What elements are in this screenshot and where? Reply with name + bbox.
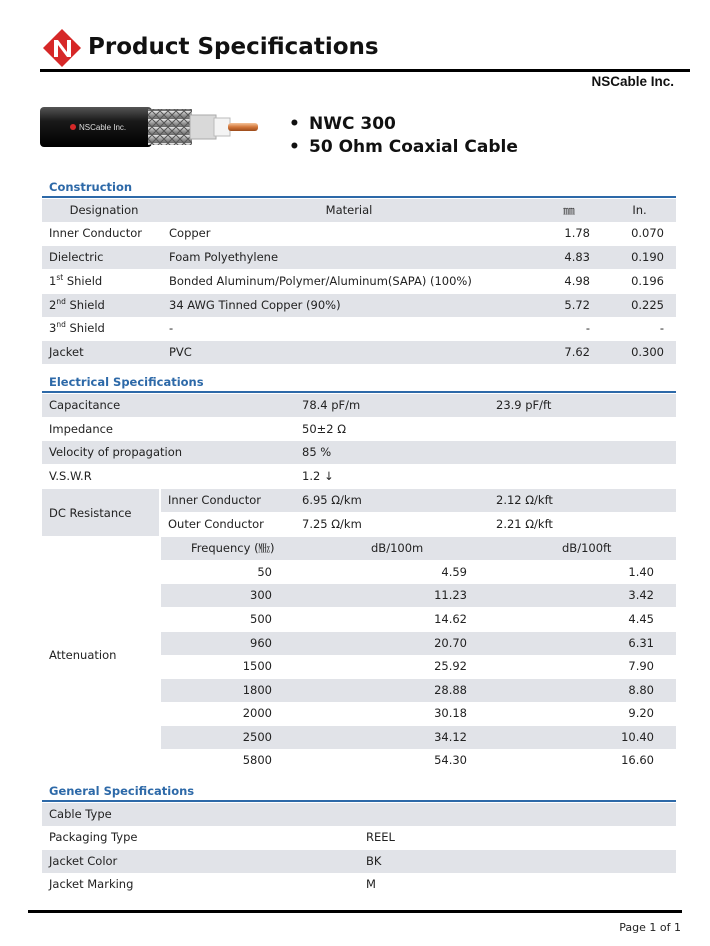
- value-in: -: [659, 321, 664, 335]
- dc-outer-imperial: 2.21 Ω/kft: [496, 517, 553, 531]
- value-mm: 5.72: [564, 298, 590, 312]
- construction-title: Construction: [49, 180, 133, 194]
- value-mm: -: [585, 321, 590, 335]
- bullet-model: • NWC 300: [289, 114, 396, 134]
- page-number: Page 1 of 1: [619, 921, 681, 934]
- material: -: [169, 321, 174, 335]
- general-label: Packaging Type: [49, 830, 138, 844]
- general-row: [42, 803, 676, 826]
- velocity-row: [42, 441, 676, 464]
- capacitance-metric: 78.4 pF/m: [302, 398, 361, 412]
- coaxial-cable-image: [40, 103, 262, 151]
- general-label: Jacket Color: [49, 854, 118, 868]
- frequency: 2000: [242, 706, 272, 720]
- attenuation-row: [161, 584, 676, 607]
- value-in: 0.225: [631, 298, 664, 312]
- db-100ft: 9.20: [628, 706, 654, 720]
- attenuation-row: [161, 726, 676, 749]
- dc-outer-label: Outer Conductor: [168, 517, 264, 531]
- general-row: [42, 826, 676, 849]
- attenuation-header-row: [161, 537, 676, 560]
- value-mm: 4.83: [564, 250, 590, 264]
- designation: Jacket: [49, 345, 84, 359]
- db-100m: 54.30: [434, 753, 467, 767]
- vswr-row: [42, 465, 676, 488]
- dc-resistance-label: DC Resistance: [42, 489, 159, 536]
- dc-inner-metric: 6.95 Ω/km: [302, 493, 362, 507]
- frequency: 500: [250, 612, 272, 626]
- product-type: 50 Ohm Coaxial Cable: [309, 137, 518, 157]
- header-divider: [40, 69, 690, 72]
- frequency: 50: [257, 565, 272, 579]
- dc-inner-imperial: 2.12 Ω/kft: [496, 493, 553, 507]
- product-bullets: [289, 113, 518, 159]
- velocity-label: Velocity of propagation: [49, 445, 183, 459]
- designation: 1st Shield: [49, 273, 103, 288]
- construction-row: [42, 270, 676, 293]
- db-100m: 28.88: [434, 683, 467, 697]
- vswr-label: V.S.W.R: [49, 469, 92, 483]
- construction-header-row: [42, 199, 676, 222]
- value-in: 0.196: [631, 274, 664, 288]
- frequency: 5800: [242, 753, 272, 767]
- attenuation-row: [161, 679, 676, 702]
- general-title: General Specifications: [49, 784, 195, 798]
- general-divider: [42, 800, 676, 802]
- capacitance-row: [42, 394, 676, 417]
- electrical-title: Electrical Specifications: [49, 375, 204, 389]
- designation: 2nd Shield: [49, 297, 105, 312]
- general-row: [42, 850, 676, 873]
- db-100ft: 8.80: [628, 683, 654, 697]
- db-100ft: 10.40: [621, 730, 654, 744]
- header-designation: Designation: [69, 203, 139, 217]
- capacitance-imperial: 23.9 pF/ft: [496, 398, 552, 412]
- header-mm: ㎜: [563, 203, 575, 217]
- header-db-100m: dB/100m: [371, 541, 424, 555]
- value-in: 0.190: [631, 250, 664, 264]
- db-100ft: 16.60: [621, 753, 654, 767]
- value-in: 0.300: [631, 345, 664, 359]
- attenuation-row: [161, 632, 676, 655]
- frequency: 1500: [242, 659, 272, 673]
- footer-divider: [28, 910, 682, 913]
- attenuation-row: [161, 608, 676, 631]
- db-100m: 11.23: [434, 588, 467, 602]
- attenuation-row: [161, 749, 676, 772]
- db-100ft: 3.42: [628, 588, 654, 602]
- value-mm: 7.62: [564, 345, 590, 359]
- construction-row: [42, 222, 676, 245]
- db-100m: 14.62: [434, 612, 467, 626]
- dc-outer-metric: 7.25 Ω/km: [302, 517, 362, 531]
- general-label: Cable Type: [49, 807, 112, 821]
- frequency: 1800: [242, 683, 272, 697]
- db-100m: 25.92: [434, 659, 467, 673]
- db-100ft: 6.31: [628, 636, 654, 650]
- header-db-100ft: dB/100ft: [562, 541, 612, 555]
- value-mm: 1.78: [564, 226, 590, 240]
- db-100ft: 7.90: [628, 659, 654, 673]
- frequency: 300: [250, 588, 272, 602]
- material: Copper: [169, 226, 211, 240]
- impedance-value: 50±2 Ω: [302, 422, 347, 436]
- frequency: 2500: [242, 730, 272, 744]
- designation: Dielectric: [49, 250, 104, 264]
- material: Foam Polyethylene: [169, 250, 279, 264]
- db-100m: 4.59: [441, 565, 467, 579]
- material: 34 AWG Tinned Copper (90%): [169, 298, 341, 312]
- value-in: 0.070: [631, 226, 664, 240]
- general-label: Jacket Marking: [49, 877, 134, 891]
- bullet-type: • 50 Ohm Coaxial Cable: [289, 137, 518, 157]
- db-100m: 20.70: [434, 636, 467, 650]
- velocity-value: 85 %: [302, 445, 332, 459]
- capacitance-label: Capacitance: [49, 398, 121, 412]
- electrical-divider: [42, 391, 676, 393]
- attenuation-row: [161, 655, 676, 678]
- general-value: M: [366, 877, 376, 891]
- brand-name: NSCable Inc.: [591, 74, 674, 89]
- construction-divider: [42, 196, 676, 198]
- db-100m: 30.18: [434, 706, 467, 720]
- attenuation-label: Attenuation: [49, 648, 117, 662]
- header-material: Material: [325, 203, 373, 217]
- material: Bonded Aluminum/Polymer/Aluminum(SAPA) (100%): [169, 274, 472, 288]
- value-mm: 4.98: [564, 274, 590, 288]
- header-frequency: Frequency (㎒): [191, 541, 275, 555]
- general-value: REEL: [366, 830, 395, 844]
- db-100ft: 4.45: [628, 612, 654, 626]
- dc-outer-row: [161, 513, 676, 536]
- designation: 3nd Shield: [49, 320, 105, 335]
- construction-row: [42, 246, 676, 269]
- attenuation-row: [161, 702, 676, 725]
- dc-inner-row: [161, 489, 676, 512]
- general-value: BK: [366, 854, 382, 868]
- company-logo-icon: [42, 28, 82, 68]
- page-title: Product Specifications: [88, 34, 379, 60]
- general-row: [42, 873, 676, 896]
- frequency: 960: [250, 636, 272, 650]
- designation: Inner Conductor: [49, 226, 142, 240]
- cable-print-label: NSCable Inc.: [79, 123, 127, 132]
- material: PVC: [169, 345, 192, 359]
- construction-row: [42, 317, 676, 340]
- impedance-row: [42, 418, 676, 441]
- attenuation-row: [161, 561, 676, 584]
- db-100ft: 1.40: [628, 565, 654, 579]
- dc-inner-label: Inner Conductor: [168, 493, 261, 507]
- construction-row: [42, 341, 676, 364]
- product-model: NWC 300: [309, 114, 396, 134]
- header-in: In.: [632, 203, 647, 217]
- construction-row: [42, 294, 676, 317]
- db-100m: 34.12: [434, 730, 467, 744]
- vswr-value: 1.2 ↓: [302, 469, 334, 483]
- impedance-label: Impedance: [49, 422, 114, 436]
